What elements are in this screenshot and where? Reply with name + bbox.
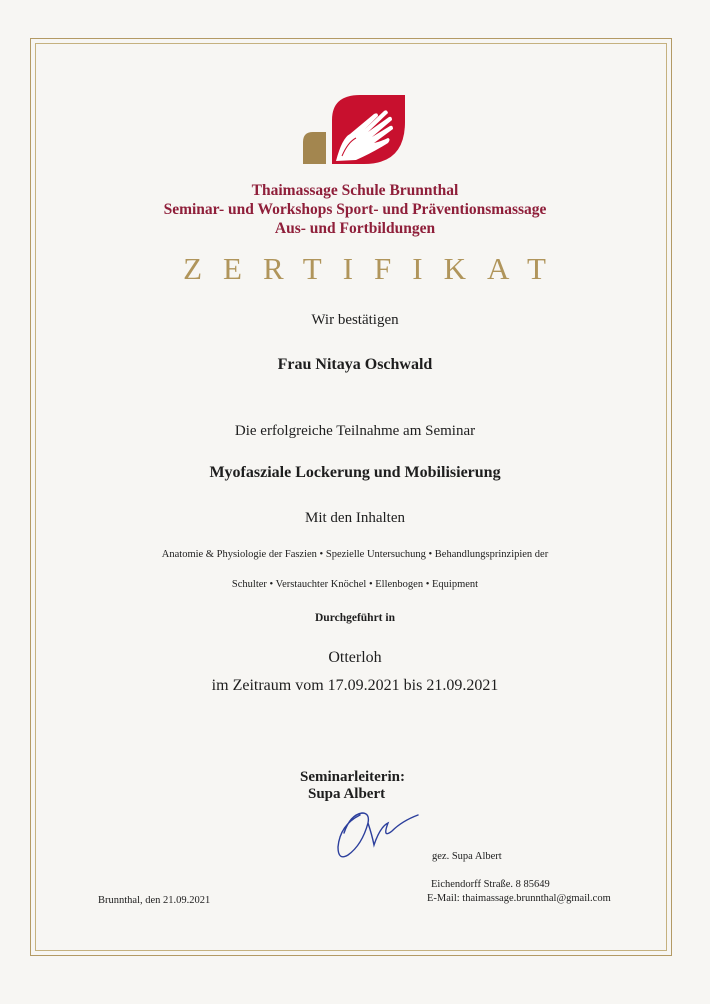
confirm-text: Wir bestätigen — [311, 312, 399, 328]
logo-gold-block — [303, 132, 326, 164]
location: Otterloh — [328, 649, 382, 666]
signed-by: gez. Supa Albert — [432, 851, 502, 862]
place-date: Brunnthal, den 21.09.2021 — [98, 895, 211, 906]
contents-intro: Mit den Inhalten — [305, 510, 405, 526]
participation-text: Die erfolgreiche Teilnahme am Seminar — [234, 423, 476, 439]
school-header — [0, 181, 710, 238]
period: im Zeitraum vom 17.09.2021 bis 21.09.2021 — [211, 677, 499, 694]
signature — [332, 805, 422, 865]
conducted-label: Durchgeführt in — [315, 612, 395, 624]
email: E-Mail: thaimassage.brunnthal@gmail.com — [427, 893, 611, 904]
recipient-name: Frau Nitaya Oschwald — [277, 356, 433, 373]
address: Eichendorff Straße. 8 85649 — [431, 879, 550, 890]
school-logo — [302, 92, 410, 164]
instructor-block — [300, 769, 405, 803]
instructor-label: Seminarleiterin: — [300, 769, 405, 785]
school-name: Thaimassage Schule Brunnthal — [251, 182, 459, 199]
contents-line-2: Schulter • Verstauchter Knöchel • Ellenbogen • Equipment — [231, 579, 479, 590]
school-subtitle: Seminar- und Workshops Sport- und Präventionsmassage — [163, 201, 547, 218]
school-programs: Aus- und Fortbildungen — [274, 220, 436, 237]
seminar-title: Myofasziale Lockerung und Mobilisierung — [209, 464, 501, 481]
instructor-name: Supa Albert — [308, 786, 386, 802]
certificate-title: ZERTIFIKAT — [183, 251, 567, 286]
contents-line-1: Anatomie & Physiologie der Faszien • Spezielle Untersuchung • Behandlungsprinzipien der — [161, 549, 549, 560]
